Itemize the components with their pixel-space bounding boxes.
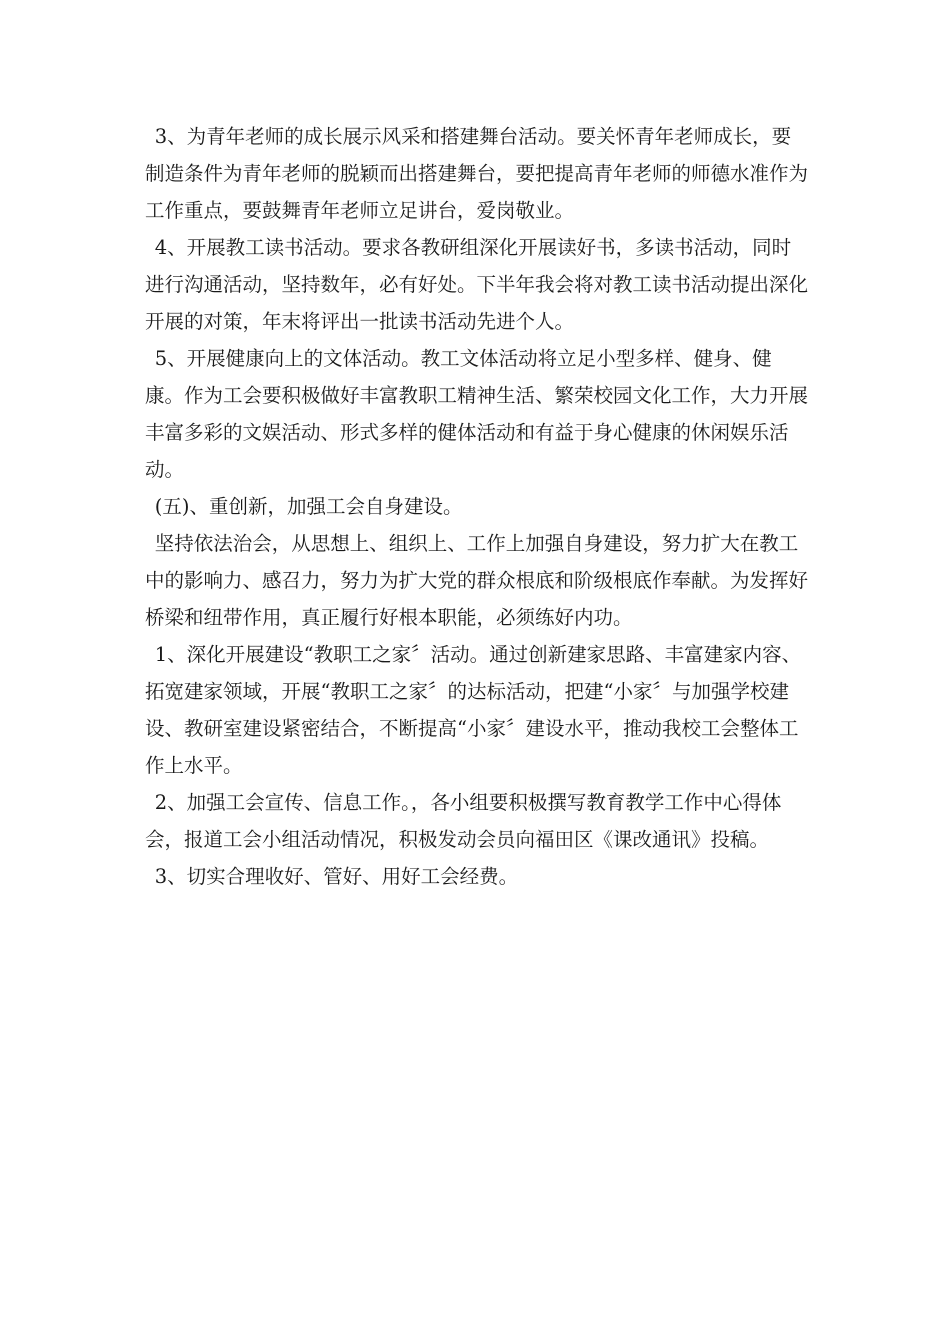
- paragraph-youth-teachers: 3、为青年老师的成长展示风采和搭建舞台活动。要关怀青年老师成长，要制造条件为青年老师的脱颖而出搭建舞台，要把提高青年老师的师德水准作为工作重点，要鼓舞青年老师立足讲台，爱岗敬业。: [145, 125, 809, 222]
- paragraph-funds: 3、切实合理收好、管好、用好工会经费。: [154, 865, 519, 888]
- document-body: [145, 118, 810, 895]
- paragraph-self-construction: 坚持依法治会，从思想上、组织上、工作上加强自身建设，努力扩大在教工中的影响力、感召力，努力为扩大党的群众根底和阶级根底作奉献。为发挥好桥梁和纽带作用，真正履行好根本职能，必须练好内功。: [145, 532, 809, 629]
- paragraph-reading-activity: 4、开展教工读书活动。要求各教研组深化开展读好书，多读书活动，同时进行沟通活动，坚持数年，必有好处。下半年我会将对教工读书活动提出深化开展的对策，年末将评出一批读书活动先进个人。: [145, 236, 809, 333]
- paragraph-publicity: 2、加强工会宣传、信息工作。，各小组要积极撰写教育教学工作中心得体会，报道工会小组活动情况，积极发动会员向福田区《课改通讯》投稿。: [145, 791, 782, 851]
- paragraph-staff-home: 1、深化开展建设“教职工之家〞活动。通过创新建家思路、丰富建家内容、拓宽建家领域，开展“教职工之家〞的达标活动，把建“小家〞与加强学校建设、教研室建设紧密结合，不断提高“小家〞建设水平，推动我校工会整体工作上水平。: [145, 643, 802, 777]
- section-heading-innovation: (五)、重创新，加强工会自身建设。: [154, 495, 463, 518]
- paragraph-sports-activity: 5、开展健康向上的文体活动。教工文体活动将立足小型多样、健身、健康。作为工会要积极做好丰富教职工精神生活、繁荣校园文化工作，大力开展丰富多彩的文娱活动、形式多样的健体活动和有益于身心健康的休闲娱乐活动。: [145, 347, 809, 481]
